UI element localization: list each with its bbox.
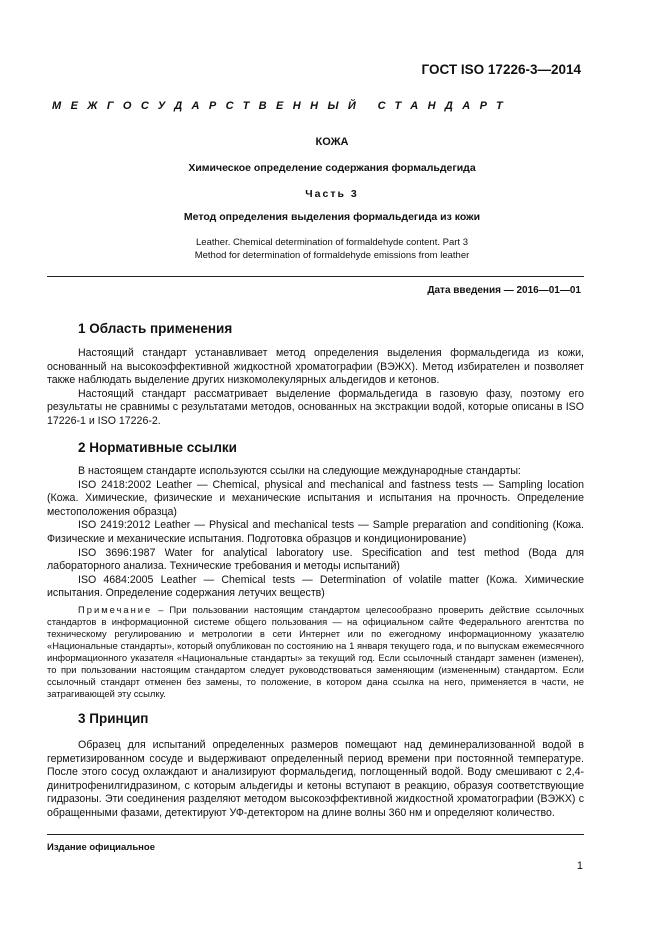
paragraph: Настоящий стандарт рассматривает выделение формальдегида в газовую фазу, поэтому его результаты не сравнимы с результатами методов, основанных на экстракции водой, которые описаны в ISO 17226-1 и ISO 17226-2. xyxy=(47,387,584,427)
reference-iso-2418: ISO 2418:2002 Leather — Chemical, physical and mechanical and fastness tests — Sampling location (Кожа. Химические, физические и механические испытания и испытания на прочность. Определение местоположения образца) xyxy=(47,478,584,518)
divider-bottom xyxy=(47,834,584,835)
divider-top xyxy=(47,276,584,277)
english-title-line-2: Method for determination of formaldehyde emissions from leather xyxy=(194,249,470,261)
standard-title: КОЖА xyxy=(315,136,349,148)
section-heading-principle: 3 Принцип xyxy=(78,711,149,726)
document-code: ГОСТ ISO 17226-3—2014 xyxy=(421,62,581,77)
english-title-line-1: Leather. Chemical determination of formaldehyde content. Part 3 xyxy=(196,237,468,248)
section-heading-scope: 1 Область применения xyxy=(78,321,233,336)
standard-subtitle: Химическое определение содержания формальдегида xyxy=(188,162,476,174)
note-block xyxy=(47,604,584,700)
paragraph: Образец для испытаний определенных размеров помещают над деминерализованной водой в герметизированном сосуде и выдерживают определенный период времени при постоянной температуре. После этого сосуд охлаждают и анализируют формальдегид, поглощенный водой. Воду смешивают с 2,4-динитрофенилгидразином, с которым альдегиды и кетоны вступают в реакцию, образуя соответствующие гидразоны. Эти соединения разделяют методом высокоэффективной жидкостной хроматографии (ВЭЖХ) с обращенными фазами, детектируют УФ-детектором на длине волны 360 нм и определяют количество. xyxy=(47,739,584,819)
note-text: – При пользовании настоящим стандартом целесообразно проверить действие ссылочных стандартов в информационной системе общего пользования — на официальном сайте Федерального агентства по техническому регулированию и метрологии в сети Интернет или по ежегодному информационному указателю «Национальные стандарты», который опубликован по состоянию на 1 января текущего года, и по выпускам ежемесячного информационного указателя «Национальные стандарты» за текущий год. Если ссылочный стандарт заменен (изменен), то при пользовании настоящим стандартом следует руководствоваться заменяющим (измененным) стандартом. Если ссылочный стандарт отменен без замены, то положение, в котором дана ссылка на него, применяется в части, не затрагивающей эту ссылку. xyxy=(47,604,584,699)
official-edition-label: Издание официальное xyxy=(47,842,155,853)
reference-iso-3696: ISO 3696:1987 Water for analytical laboratory use. Specification and test method (Вода для лабораторного анализа. Технические требования и методы испытаний) xyxy=(47,546,584,573)
section-scope-body xyxy=(47,347,584,429)
introduction-date: Дата введения — 2016—01—01 xyxy=(427,285,581,296)
paragraph: В настоящем стандарте используются ссылки на следующие международные стандарты: xyxy=(78,465,521,477)
section-references-body xyxy=(47,465,584,601)
page-number: 1 xyxy=(576,860,583,872)
reference-iso-2419: ISO 2419:2012 Leather — Physical and mechanical tests — Sample preparation and conditioning (Кожа. Физические и механические испытания. Подготовка образцов и кондиционирование) xyxy=(47,519,584,545)
reference-iso-4684: ISO 4684:2005 Leather — Chemical tests — Determination of volatile matter (Кожа. Химические испытания. Определение содержания летучих веществ) xyxy=(47,573,584,600)
section-principle-body xyxy=(47,739,584,821)
interstate-standard-label: МЕЖГОСУДАРСТВЕННЫЙ СТАНДАРТ xyxy=(52,100,513,112)
part-title: Метод определения выделения формальдегида из кожи xyxy=(183,211,481,223)
part-number: Часть 3 xyxy=(305,188,359,200)
section-heading-references: 2 Нормативные ссылки xyxy=(78,440,237,455)
paragraph: Настоящий стандарт устанавливает метод определения выделения формальдегида из кожи, основанный на высокоэффективной жидкостной хроматографии (ВЭЖХ). Метод избирателен и позволяет также наблюдать выделение других низкомолекулярных альдегидов и кетонов. xyxy=(47,347,584,387)
note-label: Примечание xyxy=(78,604,153,615)
english-title xyxy=(52,237,612,262)
